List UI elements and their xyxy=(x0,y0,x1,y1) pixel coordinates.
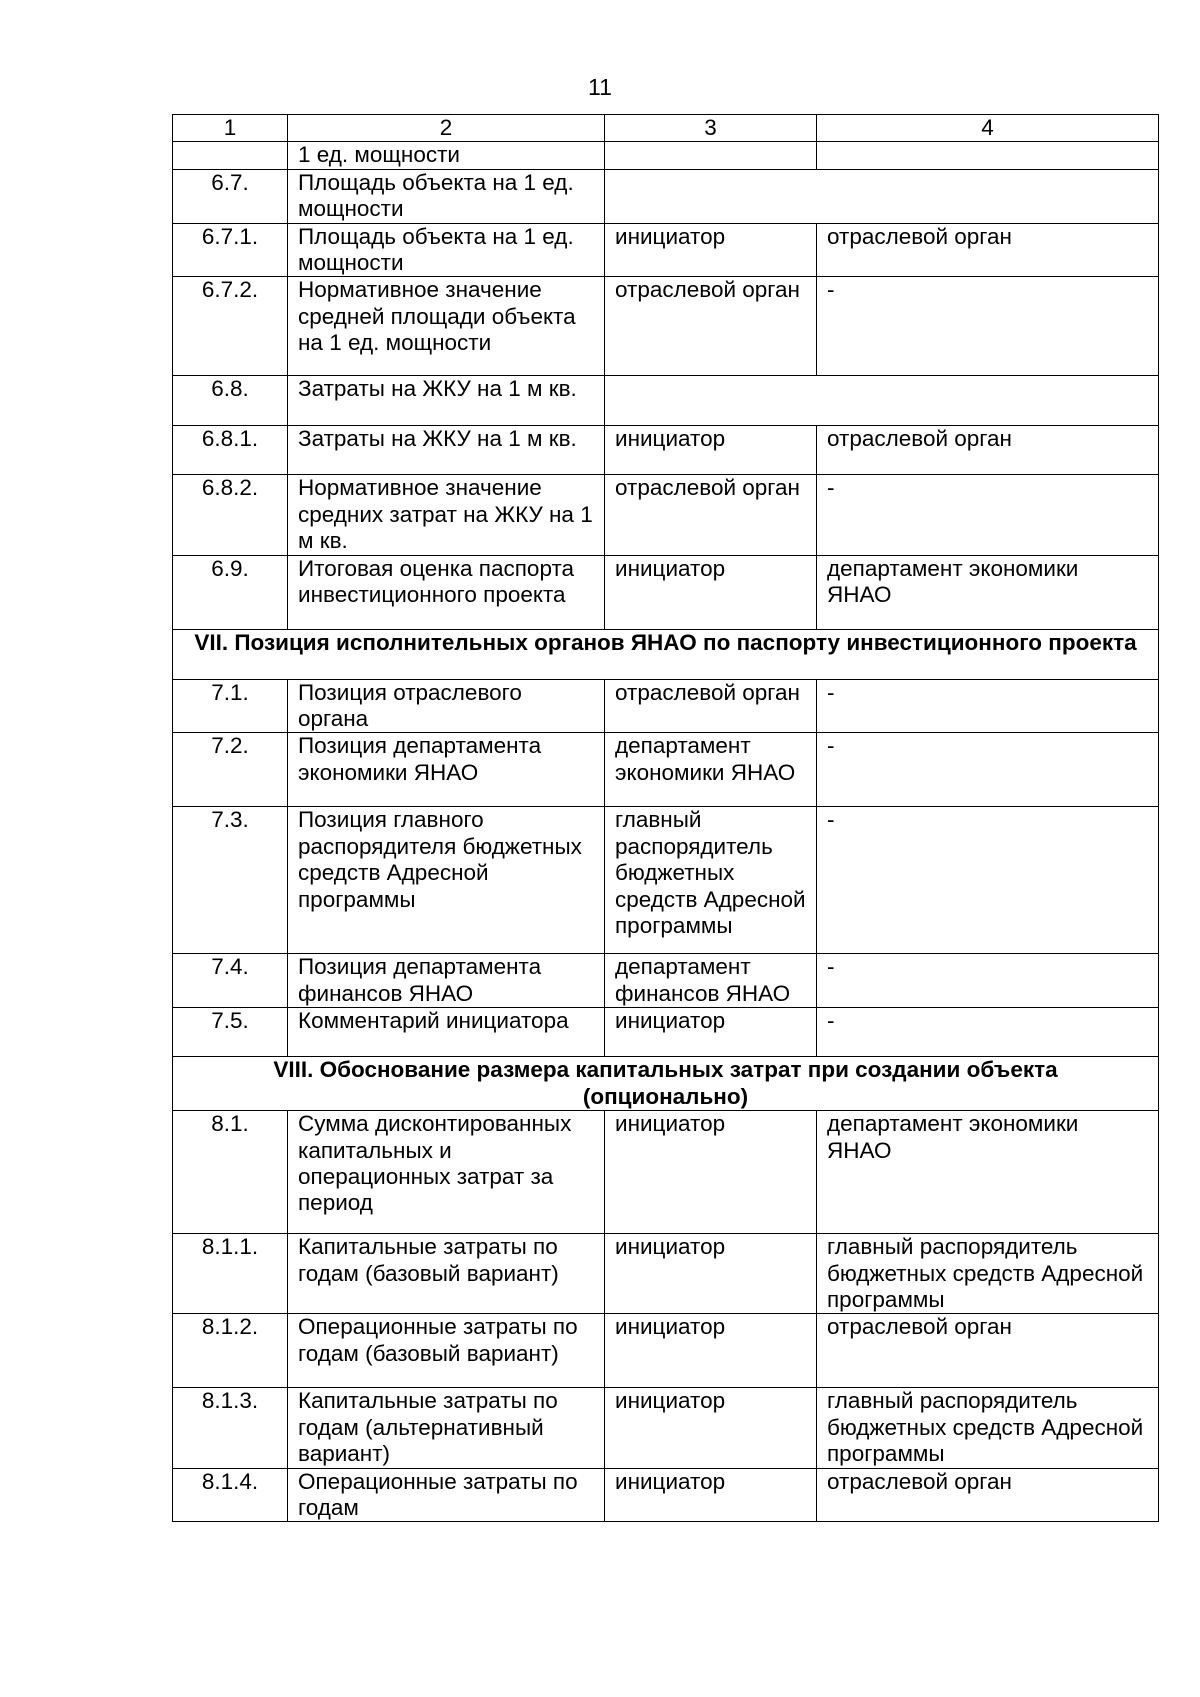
row-name: Позиция главного распорядителя бюджетных средств Адресной программы xyxy=(288,807,605,954)
table-row xyxy=(173,223,1159,277)
row-name: Итоговая оценка паспорта инвестиционного проекта xyxy=(288,555,605,629)
row-responsible: инициатор xyxy=(605,426,817,475)
row-name: Площадь объекта на 1 ед. мощности xyxy=(288,169,605,223)
row-name: Позиция отраслевого органа xyxy=(288,679,605,733)
row-reviewer: - xyxy=(817,679,1159,733)
header-cell-1: 1 xyxy=(173,115,288,142)
table-header-row xyxy=(173,115,1159,142)
table-row xyxy=(173,1008,1159,1057)
page-number: 11 xyxy=(588,74,612,100)
row-number: 6.7.2. xyxy=(173,277,288,376)
merged-empty-cell xyxy=(605,376,1159,426)
row-responsible xyxy=(605,142,817,169)
table-row xyxy=(173,475,1159,555)
table-row xyxy=(173,426,1159,475)
row-name: Капитальные затраты по годам (альтернативный вариант) xyxy=(288,1388,605,1468)
group-row xyxy=(173,376,1159,426)
row-number: 8.1.1. xyxy=(173,1234,288,1314)
table-row xyxy=(173,555,1159,629)
row-responsible: отраслевой орган xyxy=(605,277,817,376)
row-number: 6.9. xyxy=(173,555,288,629)
passport-table xyxy=(172,114,1159,1522)
table-row xyxy=(173,1388,1159,1468)
row-responsible: главный распорядитель бюджетных средств Адресной программы xyxy=(605,807,817,954)
row-responsible: инициатор xyxy=(605,1468,817,1522)
row-name: Позиция департамента финансов ЯНАО xyxy=(288,954,605,1008)
row-reviewer: - xyxy=(817,277,1159,376)
row-number: 8.1.3. xyxy=(173,1388,288,1468)
row-reviewer: главный распорядитель бюджетных средств Адресной программы xyxy=(817,1234,1159,1314)
table-row xyxy=(173,1314,1159,1388)
row-name: Сумма дисконтированных капитальных и операционных затрат за период xyxy=(288,1111,605,1234)
merged-empty-cell xyxy=(605,169,1159,223)
row-number: 6.8. xyxy=(173,376,288,426)
row-name: 1 ед. мощности xyxy=(288,142,605,169)
table-row xyxy=(173,733,1159,807)
row-name: Комментарий инициатора xyxy=(288,1008,605,1057)
row-number: 7.3. xyxy=(173,807,288,954)
table-body xyxy=(173,115,1159,1522)
header-cell-4: 4 xyxy=(817,115,1159,142)
row-name: Операционные затраты по годам (базовый вариант) xyxy=(288,1314,605,1388)
group-row xyxy=(173,169,1159,223)
row-name: Операционные затраты по годам xyxy=(288,1468,605,1522)
table-row xyxy=(173,807,1159,954)
row-responsible: отраслевой орган xyxy=(605,475,817,555)
row-name: Нормативное значение средних затрат на ЖКУ на 1 м кв. xyxy=(288,475,605,555)
row-number: 6.8.2. xyxy=(173,475,288,555)
row-responsible: департамент финансов ЯНАО xyxy=(605,954,817,1008)
row-responsible: инициатор xyxy=(605,1314,817,1388)
row-reviewer: департамент экономики ЯНАО xyxy=(817,1111,1159,1234)
row-responsible: инициатор xyxy=(605,1234,817,1314)
row-reviewer: отраслевой орган xyxy=(817,223,1159,277)
row-reviewer: департамент экономики ЯНАО xyxy=(817,555,1159,629)
row-reviewer: - xyxy=(817,954,1159,1008)
row-number: 7.1. xyxy=(173,679,288,733)
section-title: VIII. Обоснование размера капитальных затрат при создании объекта (опционально) xyxy=(173,1057,1159,1111)
row-responsible: инициатор xyxy=(605,1008,817,1057)
row-number: 6.7. xyxy=(173,169,288,223)
row-name: Затраты на ЖКУ на 1 м кв. xyxy=(288,376,605,426)
row-responsible: инициатор xyxy=(605,1111,817,1234)
header-cell-3: 3 xyxy=(605,115,817,142)
row-reviewer xyxy=(817,142,1159,169)
row-name: Нормативное значение средней площади объекта на 1 ед. мощности xyxy=(288,277,605,376)
row-responsible: инициатор xyxy=(605,1388,817,1468)
row-number: 7.2. xyxy=(173,733,288,807)
table-row xyxy=(173,1468,1159,1522)
row-name: Площадь объекта на 1 ед. мощности xyxy=(288,223,605,277)
row-name: Затраты на ЖКУ на 1 м кв. xyxy=(288,426,605,475)
row-reviewer: - xyxy=(817,1008,1159,1057)
table-row xyxy=(173,679,1159,733)
row-reviewer: отраслевой орган xyxy=(817,1468,1159,1522)
row-reviewer: отраслевой орган xyxy=(817,426,1159,475)
section-title: VII. Позиция исполнительных органов ЯНАО по паспорту инвестиционного проекта xyxy=(173,629,1159,679)
header-cell-2: 2 xyxy=(288,115,605,142)
table-row xyxy=(173,1111,1159,1234)
row-reviewer: отраслевой орган xyxy=(817,1314,1159,1388)
row-reviewer: - xyxy=(817,475,1159,555)
row-number: 7.5. xyxy=(173,1008,288,1057)
table-row xyxy=(173,954,1159,1008)
row-name: Позиция департамента экономики ЯНАО xyxy=(288,733,605,807)
row-number: 8.1. xyxy=(173,1111,288,1234)
table-row xyxy=(173,1234,1159,1314)
section-heading-row xyxy=(173,1057,1159,1111)
table-row xyxy=(173,277,1159,376)
row-responsible: отраслевой орган xyxy=(605,679,817,733)
row-reviewer: - xyxy=(817,807,1159,954)
row-number: 8.1.2. xyxy=(173,1314,288,1388)
row-number: 7.4. xyxy=(173,954,288,1008)
row-number: 8.1.4. xyxy=(173,1468,288,1522)
row-reviewer: главный распорядитель бюджетных средств Адресной программы xyxy=(817,1388,1159,1468)
row-number xyxy=(173,142,288,169)
row-number: 6.8.1. xyxy=(173,426,288,475)
row-responsible: инициатор xyxy=(605,555,817,629)
row-responsible: департамент экономики ЯНАО xyxy=(605,733,817,807)
section-heading-row xyxy=(173,629,1159,679)
table-row xyxy=(173,142,1159,169)
row-name: Капитальные затраты по годам (базовый вариант) xyxy=(288,1234,605,1314)
row-number: 6.7.1. xyxy=(173,223,288,277)
row-responsible: инициатор xyxy=(605,223,817,277)
row-reviewer: - xyxy=(817,733,1159,807)
